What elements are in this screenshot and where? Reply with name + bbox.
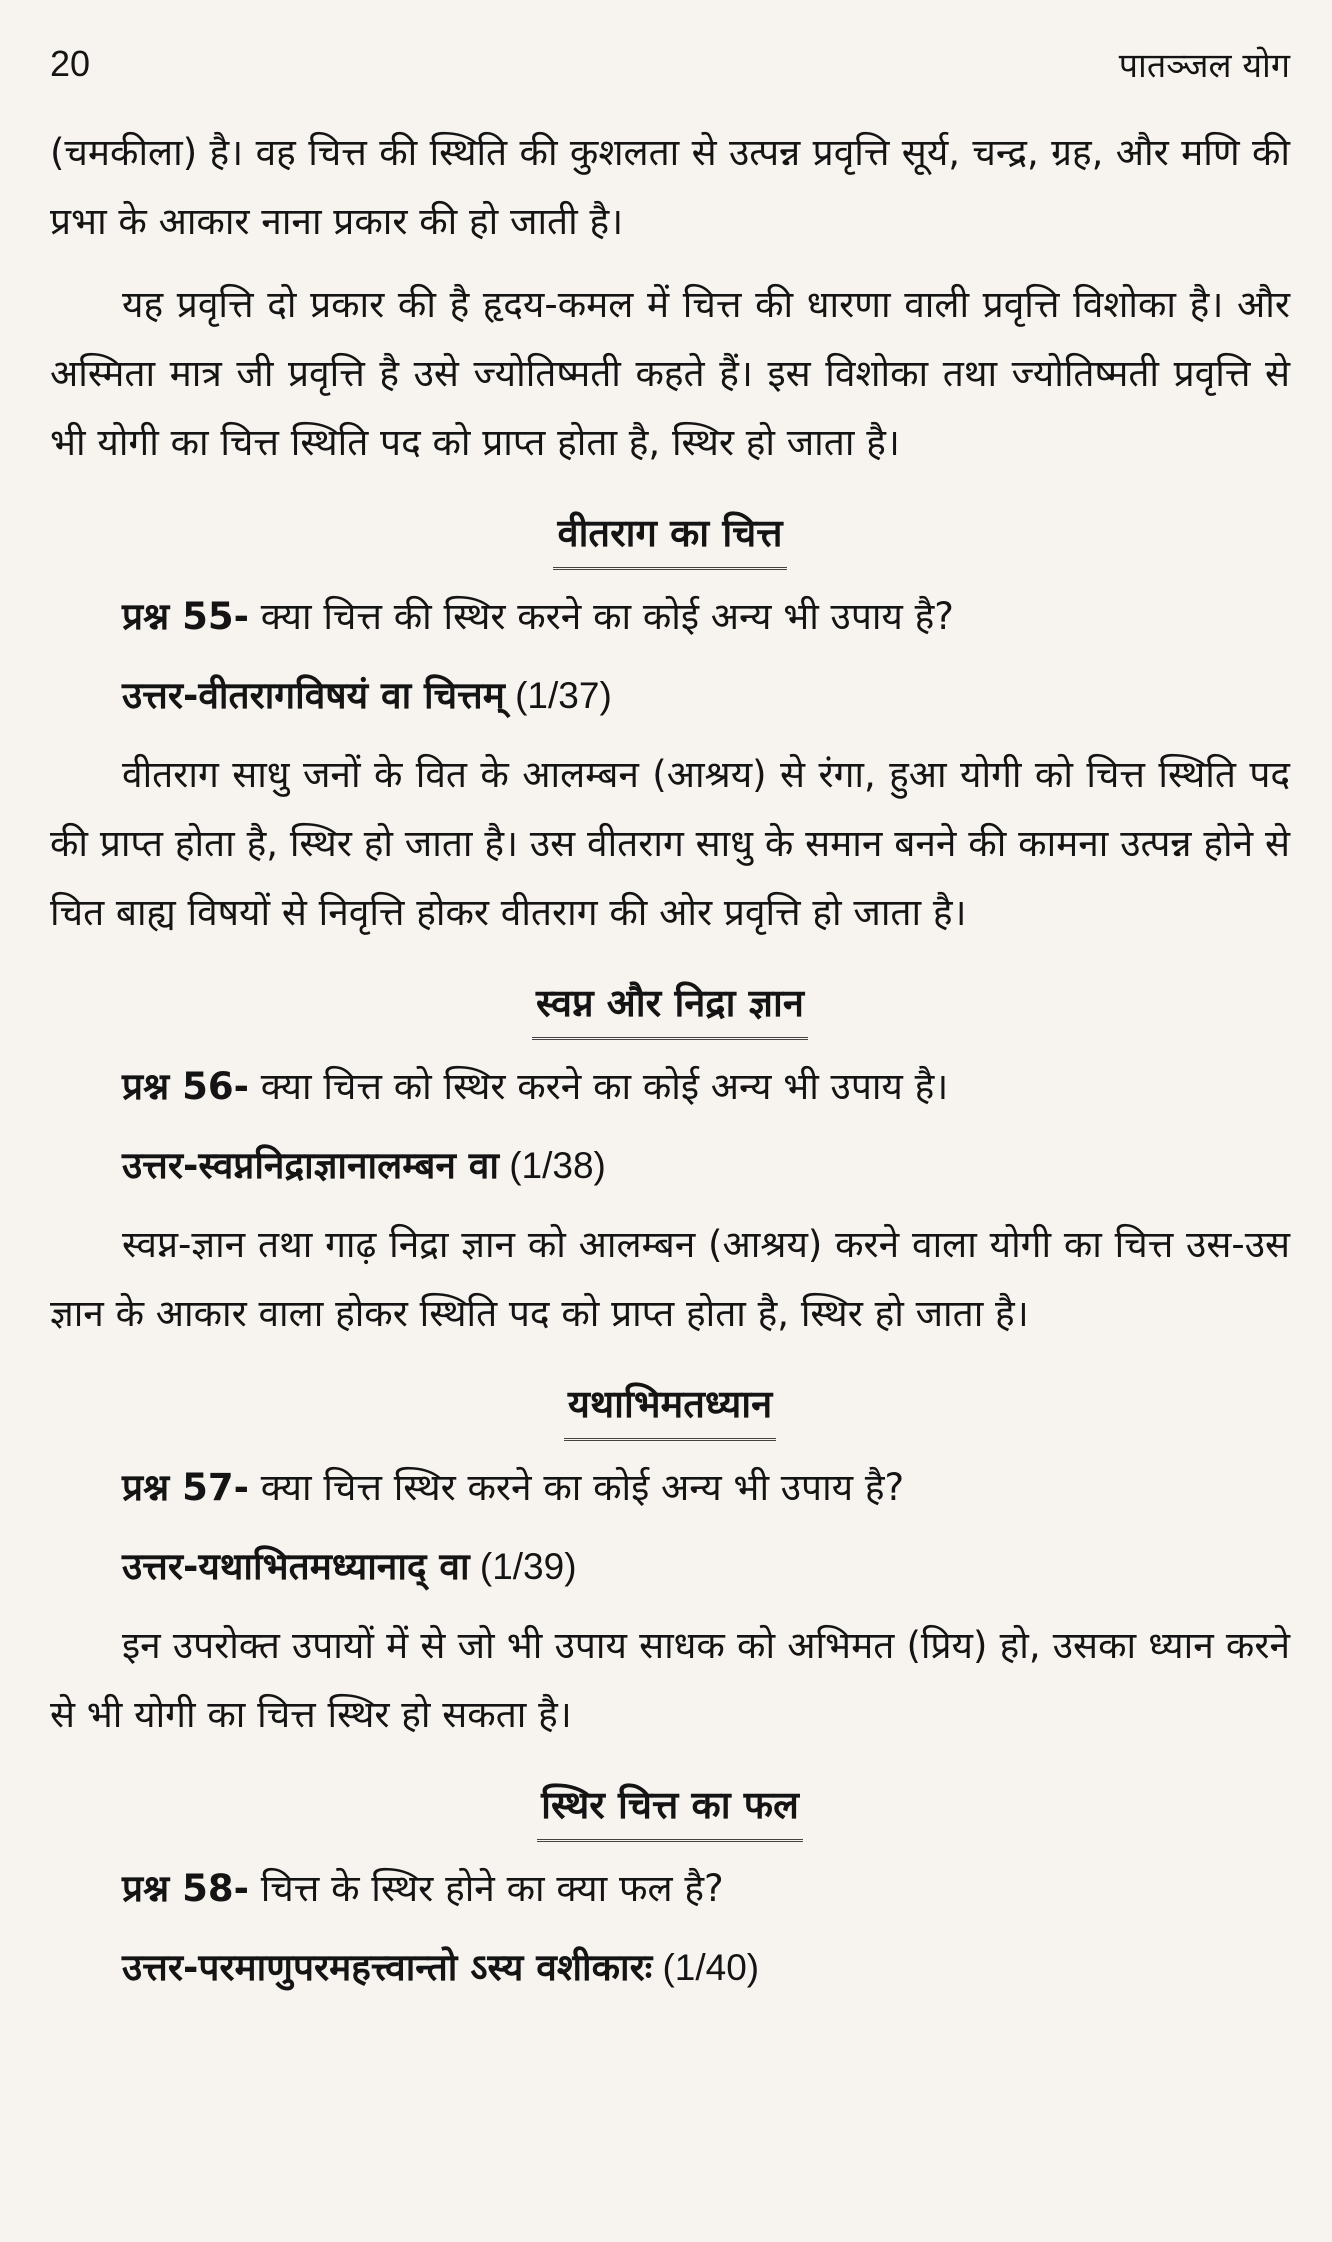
page-number: 20 [50,43,91,84]
question [50,1854,1290,1923]
answer [50,661,1290,730]
question-label: प्रश्न 56- [122,1065,249,1108]
question-text: चित्त के स्थिर होने का क्या फल है? [248,1867,724,1910]
section-heading: स्थिर चित्त का फल [537,1773,803,1842]
question-label: प्रश्न 57- [122,1466,249,1509]
answer-sutra: उत्तर-वीतरागविषयं वा चित्तम् [122,674,505,717]
sutra-reference: (1/40) [652,1947,760,1988]
paragraph: स्वप्न-ज्ञान तथा गाढ़ निद्रा ज्ञान को आलम्बन (आश्रय) करने वाला योगी का चित्त उस-उस ज्ञान के आकार वाला होकर स्थिति पद को प्राप्त होता है, स्थिर हो जाता है। [50,1223,1290,1335]
answer [50,1532,1290,1601]
running-title: पातञ्जल योग [1118,46,1290,86]
page-header [50,36,1290,92]
answer-sutra: उत्तर-परमाणुपरमहत्त्वान्तो ऽस्य वशीकारः [122,1946,653,1989]
sutra-reference: (1/39) [469,1546,577,1587]
question [50,582,1290,651]
question-text: क्या चित्त की स्थिर करने का कोई अन्य भी उपाय है? [248,595,954,638]
sutra-reference: (1/37) [504,675,612,716]
question [50,1453,1290,1522]
paragraph: (चमकीला) है। वह चित्त की स्थिति की कुशलता से उत्पन्न प्रवृत्ति सूर्य, चन्द्र, ग्रह, और मणि की प्रभा के आकार नाना प्रकार की हो जाती है। [50,131,1290,243]
answer [50,1933,1290,2002]
section-heading: स्वप्न और निद्रा ज्ञान [532,971,808,1040]
page-body [50,118,1290,2012]
question [50,1052,1290,1121]
paragraph: यह प्रवृत्ति दो प्रकार की है हृदय-कमल में चित्त की धारणा वाली प्रवृत्ति विशोका है। और अस्मिता मात्र जी प्रवृत्ति है उसे ज्योतिष्मती कहते हैं। इस विशोका तथा ज्योतिष्मती प्रवृत्ति से भी योगी का चित्त स्थिति पद को प्राप्त होता है, स्थिर हो जाता है। [50,283,1290,464]
sutra-reference: (1/38) [498,1145,606,1186]
section-heading-wrap [50,499,1290,570]
section-heading-wrap [50,969,1290,1040]
paragraph: इन उपरोक्त उपायों में से जो भी उपाय साधक को अभिमत (प्रिय) हो, उसका ध्यान करने से भी योगी का चित्त स्थिर हो सकता है। [50,1624,1290,1736]
section-heading: यथाभिमतध्यान [564,1372,776,1441]
answer-sutra: उत्तर-स्वप्ननिद्राज्ञानालम्बन वा [122,1144,499,1187]
section-heading-wrap [50,1771,1290,1842]
question-label: प्रश्न 58- [122,1867,249,1910]
question-text: क्या चित्त स्थिर करने का कोई अन्य भी उपाय है? [248,1466,905,1509]
paragraph: वीतराग साधु जनों के वित के आलम्बन (आश्रय) से रंगा, हुआ योगी को चित्त स्थिति पद की प्राप्त होता है, स्थिर हो जाता है। उस वीतराग साधु के समान बनने की कामना उत्पन्न होने से चित बाह्य विषयों से निवृत्ति होकर वीतराग की ओर प्रवृत्ति हो जाता है। [50,753,1290,934]
question-text: क्या चित्त को स्थिर करने का कोई अन्य भी उपाय है। [248,1065,949,1108]
question-label: प्रश्न 55- [122,595,249,638]
answer [50,1131,1290,1200]
section-heading: वीतराग का चित्त [553,501,786,570]
section-heading-wrap [50,1370,1290,1441]
answer-sutra: उत्तर-यथाभितमध्यानाद् वा [122,1545,470,1588]
